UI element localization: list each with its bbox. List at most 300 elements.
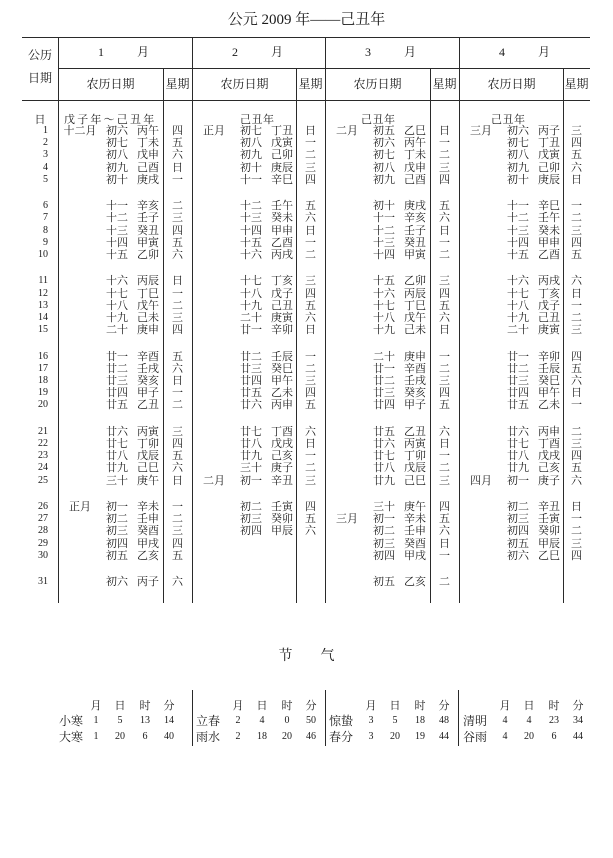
weekday: 四 xyxy=(305,387,316,400)
solar-day-number: 10 xyxy=(38,249,48,260)
ganzhi-day: 庚申 xyxy=(137,324,159,337)
weekday: 一 xyxy=(439,137,450,150)
weekday: 一 xyxy=(305,137,316,150)
lunar-day: 十七 xyxy=(106,287,128,300)
weekday: 日 xyxy=(439,125,450,137)
weekday: 一 xyxy=(172,287,183,300)
weekday: 三 xyxy=(571,224,582,237)
lunar-day: 廿二 xyxy=(106,362,128,375)
weekday: 日 xyxy=(172,275,183,288)
ganzhi-day: 乙巳 xyxy=(404,125,426,137)
weekday-header: 星期 xyxy=(298,77,323,91)
weekday-header: 星期 xyxy=(564,77,589,91)
ganzhi-day: 辛酉 xyxy=(404,362,426,375)
lunar-day: 十六 xyxy=(507,275,529,288)
weekday: 一 xyxy=(172,501,183,513)
lunar-date-header: 农历日期 xyxy=(220,77,269,91)
lunar-day: 十九 xyxy=(373,324,395,337)
lunar-date-header: 农历日期 xyxy=(86,77,135,91)
weekday: 六 xyxy=(439,212,450,225)
lunar-day: 廿七 xyxy=(507,438,529,450)
weekday: 五 xyxy=(571,149,582,162)
weekday: 二 xyxy=(571,525,582,538)
ganzhi-day: 甲寅 xyxy=(137,236,159,249)
lunar-day: 廿八 xyxy=(240,438,262,450)
weekday: 日 xyxy=(571,387,582,400)
solar-day-number: 11 xyxy=(38,275,48,287)
weekday: 五 xyxy=(571,249,582,261)
ganzhi-day: 乙亥 xyxy=(137,549,159,562)
ganzhi-day: 丙辰 xyxy=(404,287,426,300)
lunar-day: 初十 xyxy=(106,173,128,186)
weekday: 六 xyxy=(439,525,450,538)
lunar-day: 十一 xyxy=(373,212,395,225)
solar-term-name: 惊蛰 xyxy=(329,714,354,728)
ganzhi-day: 乙未 xyxy=(538,399,560,412)
lunar-day: 廿五 xyxy=(240,387,262,400)
ganzhi-day: 丁未 xyxy=(137,137,159,150)
solar-term-value: 1 xyxy=(93,731,99,742)
month-unit: 月 xyxy=(537,45,550,59)
ganzhi-day: 壬寅 xyxy=(538,513,560,526)
solar-term-value: 13 xyxy=(140,715,150,726)
solar-term-value: 3 xyxy=(368,715,374,726)
ganzhi-day: 乙亥 xyxy=(404,576,426,589)
ganzhi-day: 乙未 xyxy=(271,387,293,400)
solar-term-name: 立春 xyxy=(196,714,221,728)
ganzhi-day: 甲子 xyxy=(404,399,426,412)
solar-term-name: 小寒 xyxy=(59,714,84,728)
weekday-header: 星期 xyxy=(165,77,190,91)
weekday: 五 xyxy=(172,350,183,363)
lunar-day: 廿七 xyxy=(106,438,128,450)
solar-day-number: 6 xyxy=(43,200,48,212)
month-number: 2 xyxy=(232,45,238,59)
solar-term-value: 6 xyxy=(142,731,148,742)
lunar-day: 初九 xyxy=(240,149,262,162)
ganzhi-day: 乙巳 xyxy=(538,549,560,562)
lunar-day: 十九 xyxy=(240,299,262,312)
solar-term-value: 40 xyxy=(164,731,174,742)
solar-term-value: 5 xyxy=(117,715,123,726)
weekday: 三 xyxy=(571,125,582,137)
weekday: 五 xyxy=(571,362,582,375)
lunar-day: 初十 xyxy=(240,161,262,174)
ganzhi-day: 丁巳 xyxy=(404,299,426,312)
lunar-day: 初八 xyxy=(240,137,262,150)
lunar-day: 廿四 xyxy=(507,387,529,400)
weekday: 四 xyxy=(439,387,450,400)
lunar-day: 初三 xyxy=(106,525,128,538)
solar-date-header-bottom: 日期 xyxy=(27,71,52,85)
weekday: 三 xyxy=(305,161,316,174)
ganzhi-day: 丁丑 xyxy=(271,125,293,137)
weekday: 一 xyxy=(172,387,183,400)
lunar-day: 廿二 xyxy=(373,375,395,387)
weekday: 二 xyxy=(571,425,582,438)
weekday: 四 xyxy=(439,287,450,300)
weekday: 日 xyxy=(172,474,183,487)
ganzhi-day: 丙辰 xyxy=(137,275,159,288)
lunar-month-label: 三月 xyxy=(336,513,358,526)
term-column-header: 月 xyxy=(90,700,102,712)
solar-date-header-top: 公历 xyxy=(27,48,52,62)
weekday: 二 xyxy=(439,149,450,162)
term-column-header: 时 xyxy=(139,700,151,712)
ganzhi-day: 丙戌 xyxy=(538,275,560,288)
lunar-day: 初五 xyxy=(373,576,395,589)
ganzhi-day: 甲申 xyxy=(538,236,560,249)
day-row-label: 日 xyxy=(34,114,46,126)
lunar-day: 初四 xyxy=(373,549,395,562)
weekday: 三 xyxy=(172,425,183,438)
solar-day-number: 22 xyxy=(38,438,48,449)
lunar-day: 廿三 xyxy=(507,375,529,387)
weekday: 六 xyxy=(172,362,183,375)
ganzhi-day: 癸未 xyxy=(271,212,293,225)
ganzhi-day: 丙申 xyxy=(538,425,560,438)
solar-day-number: 5 xyxy=(43,173,48,185)
ganzhi-day: 甲戌 xyxy=(404,549,426,562)
weekday: 六 xyxy=(172,576,183,589)
ganzhi-day: 庚辰 xyxy=(538,173,560,186)
solar-day-number: 13 xyxy=(38,299,48,311)
ganzhi-day: 己卯 xyxy=(271,149,293,162)
ganzhi-day: 壬子 xyxy=(137,212,159,225)
ganzhi-day: 辛未 xyxy=(404,513,426,526)
ganzhi-day: 壬辰 xyxy=(271,350,293,363)
solar-term-name: 大寒 xyxy=(59,730,84,744)
ganzhi-day: 戊午 xyxy=(404,312,426,324)
weekday: 一 xyxy=(571,299,582,312)
weekday: 一 xyxy=(439,236,450,249)
weekday: 四 xyxy=(439,173,450,186)
weekday: 日 xyxy=(571,287,582,300)
ganzhi-day: 癸亥 xyxy=(404,387,426,400)
weekday: 二 xyxy=(172,399,183,412)
ganzhi-day: 戊子 xyxy=(538,299,560,312)
lunar-day: 廿一 xyxy=(507,350,529,363)
lunar-day: 廿八 xyxy=(373,462,395,475)
term-column-header: 月 xyxy=(365,700,377,712)
lunar-day: 廿九 xyxy=(240,450,262,463)
weekday: 二 xyxy=(439,249,450,261)
ganzhi-day: 戊戌 xyxy=(271,438,293,450)
term-column-header: 分 xyxy=(438,700,450,712)
lunar-day: 十二 xyxy=(507,212,529,225)
solar-term-name: 雨水 xyxy=(196,730,221,744)
term-column-header: 分 xyxy=(163,700,175,712)
weekday: 三 xyxy=(172,212,183,225)
lunar-day: 初八 xyxy=(507,149,529,162)
ganzhi-day: 庚子 xyxy=(538,474,560,487)
solar-day-number: 12 xyxy=(38,287,48,299)
solar-day-number: 21 xyxy=(38,425,48,437)
solar-day-number: 18 xyxy=(38,375,48,386)
solar-term-value: 2 xyxy=(235,731,241,742)
weekday: 六 xyxy=(439,425,450,438)
ganzhi-day: 戊午 xyxy=(137,299,159,312)
solar-term-name: 谷雨 xyxy=(463,730,488,744)
lunar-day: 十九 xyxy=(106,312,128,324)
lunar-day: 初十 xyxy=(507,173,529,186)
lunar-year-label: 戊子年～己丑年 xyxy=(64,114,157,126)
solar-terms-title: 节 气 xyxy=(278,649,335,664)
ganzhi-day: 己卯 xyxy=(538,161,560,174)
ganzhi-day: 癸未 xyxy=(538,224,560,237)
lunar-day: 初五 xyxy=(507,537,529,550)
lunar-day: 廿九 xyxy=(373,474,395,487)
lunar-day: 初四 xyxy=(240,525,262,538)
weekday: 日 xyxy=(172,161,183,174)
lunar-day: 廿四 xyxy=(106,387,128,400)
lunar-day: 十五 xyxy=(373,275,395,288)
weekday: 一 xyxy=(305,236,316,249)
ganzhi-day: 壬申 xyxy=(137,513,159,526)
lunar-day: 廿二 xyxy=(507,362,529,375)
month-unit: 月 xyxy=(403,45,416,59)
ganzhi-day: 己未 xyxy=(404,324,426,337)
ganzhi-day: 辛亥 xyxy=(404,212,426,225)
weekday: 二 xyxy=(571,212,582,225)
lunar-day: 十六 xyxy=(106,275,128,288)
lunar-day: 十三 xyxy=(106,224,128,237)
ganzhi-day: 己巳 xyxy=(404,474,426,487)
ganzhi-day: 戊寅 xyxy=(538,149,560,162)
lunar-day: 廿六 xyxy=(106,425,128,438)
lunar-day: 初二 xyxy=(373,525,395,538)
lunar-day: 初八 xyxy=(373,161,395,174)
solar-day-number: 16 xyxy=(38,350,48,362)
lunar-day: 廿四 xyxy=(373,399,395,412)
ganzhi-day: 丁亥 xyxy=(271,275,293,288)
term-column-header: 时 xyxy=(281,700,293,712)
lunar-date-header: 农历日期 xyxy=(487,77,536,91)
ganzhi-day: 己酉 xyxy=(404,173,426,186)
weekday: 四 xyxy=(571,549,582,562)
lunar-day: 初六 xyxy=(507,125,529,137)
weekday: 六 xyxy=(172,149,183,162)
lunar-day: 初六 xyxy=(507,549,529,562)
weekday: 日 xyxy=(439,537,450,550)
solar-term-value: 20 xyxy=(390,731,400,742)
lunar-day: 二十 xyxy=(240,312,262,324)
ganzhi-day: 甲午 xyxy=(271,375,293,387)
ganzhi-day: 辛丑 xyxy=(538,501,560,513)
weekday: 二 xyxy=(172,513,183,526)
lunar-day: 初七 xyxy=(240,125,262,137)
lunar-day: 十三 xyxy=(373,236,395,249)
weekday: 日 xyxy=(172,375,183,387)
solar-term-value: 6 xyxy=(551,731,557,742)
ganzhi-day: 戊寅 xyxy=(271,137,293,150)
lunar-day: 二十 xyxy=(507,324,529,337)
ganzhi-day: 己未 xyxy=(137,312,159,324)
lunar-day: 初七 xyxy=(507,137,529,150)
weekday: 三 xyxy=(571,537,582,550)
solar-term-value: 3 xyxy=(368,731,374,742)
solar-term-value: 4 xyxy=(526,715,532,726)
ganzhi-day: 庚午 xyxy=(404,501,426,513)
lunar-day: 廿七 xyxy=(240,425,262,438)
ganzhi-day: 戊申 xyxy=(404,161,426,174)
solar-day-number: 2 xyxy=(43,137,48,149)
solar-day-number: 31 xyxy=(38,576,48,588)
lunar-day: 初三 xyxy=(240,513,262,526)
ganzhi-day: 乙酉 xyxy=(538,249,560,261)
ganzhi-day: 癸巳 xyxy=(538,375,560,387)
solar-day-number: 9 xyxy=(43,236,48,248)
term-column-header: 月 xyxy=(499,700,511,712)
lunar-day: 十四 xyxy=(106,236,128,249)
solar-day-number: 25 xyxy=(38,474,48,486)
lunar-day: 十三 xyxy=(507,224,529,237)
lunar-day: 初七 xyxy=(373,149,395,162)
term-column-header: 日 xyxy=(389,700,401,712)
lunar-day: 十四 xyxy=(507,236,529,249)
lunar-day: 廿八 xyxy=(507,450,529,463)
lunar-day: 十二 xyxy=(373,224,395,237)
weekday: 六 xyxy=(305,312,316,324)
weekday: 六 xyxy=(571,375,582,387)
lunar-month-label: 正月 xyxy=(69,501,91,513)
solar-term-value: 20 xyxy=(524,731,534,742)
solar-day-number: 30 xyxy=(38,549,48,561)
lunar-day: 十八 xyxy=(106,299,128,312)
weekday: 三 xyxy=(439,474,450,487)
weekday: 四 xyxy=(305,287,316,300)
ganzhi-day: 己酉 xyxy=(137,161,159,174)
lunar-day: 廿五 xyxy=(373,425,395,438)
weekday: 五 xyxy=(172,549,183,562)
lunar-day: 十八 xyxy=(373,312,395,324)
term-column-header: 分 xyxy=(572,700,584,712)
term-column-header: 时 xyxy=(414,700,426,712)
weekday: 二 xyxy=(172,200,183,213)
ganzhi-day: 壬戌 xyxy=(404,375,426,387)
page-title: 公元 2009 年——己丑年 xyxy=(227,12,386,28)
ganzhi-day: 己丑 xyxy=(538,312,560,324)
solar-day-number: 14 xyxy=(38,312,48,323)
lunar-month-label: 十二月 xyxy=(63,125,97,137)
weekday: 四 xyxy=(571,236,582,249)
lunar-year-label: 己丑年 xyxy=(240,114,275,126)
weekday: 二 xyxy=(439,462,450,475)
term-column-header: 时 xyxy=(548,700,560,712)
month-unit: 月 xyxy=(270,45,283,59)
weekday: 四 xyxy=(172,125,183,137)
ganzhi-day: 壬辰 xyxy=(538,362,560,375)
weekday: 三 xyxy=(439,161,450,174)
ganzhi-day: 辛巳 xyxy=(538,200,560,213)
solar-term-value: 0 xyxy=(284,715,290,726)
weekday: 一 xyxy=(439,549,450,562)
lunar-day: 初一 xyxy=(507,474,529,487)
ganzhi-day: 丁未 xyxy=(404,149,426,162)
solar-term-value: 5 xyxy=(392,715,398,726)
weekday: 六 xyxy=(305,425,316,438)
term-column-header: 日 xyxy=(523,700,535,712)
weekday: 一 xyxy=(439,350,450,363)
ganzhi-day: 甲申 xyxy=(271,224,293,237)
lunar-day: 初一 xyxy=(106,501,128,513)
solar-day-number: 28 xyxy=(38,525,48,537)
lunar-day: 初七 xyxy=(106,137,128,150)
lunar-day: 初二 xyxy=(507,501,529,513)
weekday: 六 xyxy=(439,312,450,324)
ganzhi-day: 辛卯 xyxy=(271,324,293,337)
solar-day-number: 1 xyxy=(43,125,48,136)
weekday: 一 xyxy=(571,399,582,412)
ganzhi-day: 辛酉 xyxy=(137,350,159,363)
weekday: 日 xyxy=(305,324,316,337)
lunar-day: 廿二 xyxy=(240,350,262,363)
lunar-date-header: 农历日期 xyxy=(353,77,402,91)
weekday: 三 xyxy=(305,375,316,387)
term-column-header: 日 xyxy=(114,700,126,712)
weekday: 二 xyxy=(439,362,450,375)
solar-day-number: 8 xyxy=(43,224,48,236)
weekday: 二 xyxy=(305,249,316,261)
weekday: 五 xyxy=(305,399,316,412)
ganzhi-day: 戊申 xyxy=(137,149,159,162)
ganzhi-day: 辛巳 xyxy=(271,173,293,186)
lunar-day: 廿九 xyxy=(507,462,529,475)
ganzhi-day: 戊辰 xyxy=(137,450,159,463)
lunar-day: 廿四 xyxy=(240,375,262,387)
solar-day-number: 29 xyxy=(38,537,48,549)
ganzhi-day: 庚戌 xyxy=(404,200,426,213)
lunar-day: 初五 xyxy=(373,125,395,137)
weekday: 五 xyxy=(439,399,450,412)
lunar-day: 十七 xyxy=(507,287,529,300)
ganzhi-day: 辛未 xyxy=(137,501,159,513)
term-column-header: 日 xyxy=(256,700,268,712)
ganzhi-day: 癸酉 xyxy=(137,525,159,538)
ganzhi-day: 庚戌 xyxy=(137,173,159,186)
lunar-day: 初二 xyxy=(240,501,262,513)
lunar-day: 廿五 xyxy=(507,399,529,412)
weekday: 四 xyxy=(172,224,183,237)
ganzhi-day: 丙午 xyxy=(404,137,426,150)
solar-day-number: 19 xyxy=(38,387,48,399)
lunar-day: 三十 xyxy=(373,501,395,513)
weekday: 二 xyxy=(571,312,582,324)
weekday: 四 xyxy=(439,501,450,513)
lunar-day: 初六 xyxy=(106,125,128,137)
solar-term-value: 34 xyxy=(573,715,583,726)
lunar-day: 廿七 xyxy=(373,450,395,463)
weekday: 四 xyxy=(172,438,183,450)
ganzhi-day: 辛卯 xyxy=(538,350,560,363)
weekday: 五 xyxy=(439,513,450,526)
ganzhi-day: 癸丑 xyxy=(404,236,426,249)
solar-term-value: 1 xyxy=(93,715,99,726)
weekday: 六 xyxy=(305,212,316,225)
lunar-day: 十二 xyxy=(106,212,128,225)
ganzhi-day: 壬寅 xyxy=(271,501,293,513)
lunar-day: 十一 xyxy=(507,200,529,213)
weekday: 三 xyxy=(172,312,183,324)
weekday: 五 xyxy=(172,450,183,463)
weekday: 二 xyxy=(305,362,316,375)
solar-term-value: 46 xyxy=(306,731,316,742)
ganzhi-day: 丁巳 xyxy=(137,287,159,300)
ganzhi-day: 丙午 xyxy=(137,125,159,137)
weekday: 二 xyxy=(305,462,316,475)
lunar-day: 初四 xyxy=(106,537,128,550)
solar-term-name: 春分 xyxy=(329,730,354,744)
